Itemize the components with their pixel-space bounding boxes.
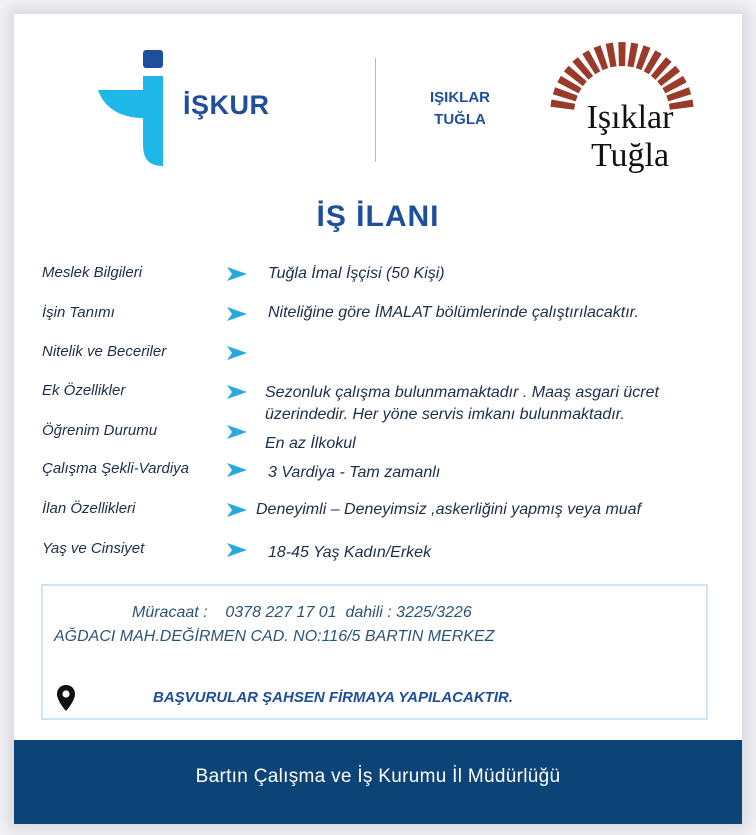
row-label-extra: Ek Özellikler: [42, 382, 126, 399]
arch-brick: [606, 43, 617, 68]
row-value-profession: Tuğla İmal İşçisi (50 Kişi): [268, 265, 445, 282]
row-value-posting: Deneyimli – Deneyimsiz ,askerliğini yapmış veya muaf: [256, 501, 642, 518]
row-label-education: Öğrenim Durumu: [42, 422, 158, 439]
firm-logo-text-2: Tuğla: [590, 137, 670, 174]
arrow-right-icon: [226, 542, 248, 558]
iskur-wordmark: İŞKUR: [183, 90, 270, 120]
arrow-right-icon: [226, 384, 248, 400]
location-pin-icon: [56, 684, 76, 712]
row-label-job-definition: İşin Tanımı: [42, 304, 115, 321]
arrow-right-icon: [226, 462, 248, 478]
header-divider: [375, 58, 376, 162]
arch-brick: [618, 42, 625, 66]
arrow-right-icon: [226, 266, 248, 282]
row-value-job-definition: Niteliğine göre İMALAT bölümlerinde çalıştırılacaktır.: [268, 304, 639, 321]
row-label-shift: Çalışma Şekli-Vardiya: [42, 460, 189, 477]
arch-brick: [627, 43, 638, 68]
arrow-right-icon: [226, 306, 248, 322]
page-title: İŞ İLANI: [316, 200, 440, 233]
firm-logo-text-1: Işıklar: [586, 99, 674, 136]
row-value-shift: 3 Vardiya - Tam zamanlı: [268, 464, 441, 481]
row-value-age-gender: 18-45 Yaş Kadın/Erkek: [268, 544, 432, 561]
application-notice: BAŞVURULAR ŞAHSEN FİRMAYA YAPILACAKTIR.: [153, 689, 514, 706]
row-label-age-gender: Yaş ve Cinsiyet: [42, 540, 145, 557]
row-value-education: En az İlkokul: [265, 435, 356, 452]
row-label-skills: Nitelik ve Beceriler: [42, 343, 167, 360]
firm-name-small: IŞIKLAR TUĞLA: [430, 89, 490, 128]
arrow-right-icon: [226, 502, 248, 518]
arrow-right-icon: [226, 345, 248, 361]
arrow-right-icon: [226, 424, 248, 440]
row-value-extra: Sezonluk çalışma bulunmamaktadır . Maaş asgari ücret üzerindedir. Her yöne servis imkanı bulunmaktadır.: [265, 384, 659, 423]
contact-phone: Müracaat : 0378 227 17 01 dahili : 3225/3226: [132, 604, 472, 621]
footer-text: Bartın Çalışma ve İş Kurumu İl Müdürlüğü: [195, 766, 561, 787]
row-label-posting: İlan Özellikleri: [42, 500, 136, 517]
row-label-profession: Meslek Bilgileri: [42, 264, 143, 281]
contact-address: AĞDACI MAH.DEĞİRMEN CAD. NO:116/5 BARTIN MERKEZ: [54, 628, 495, 645]
